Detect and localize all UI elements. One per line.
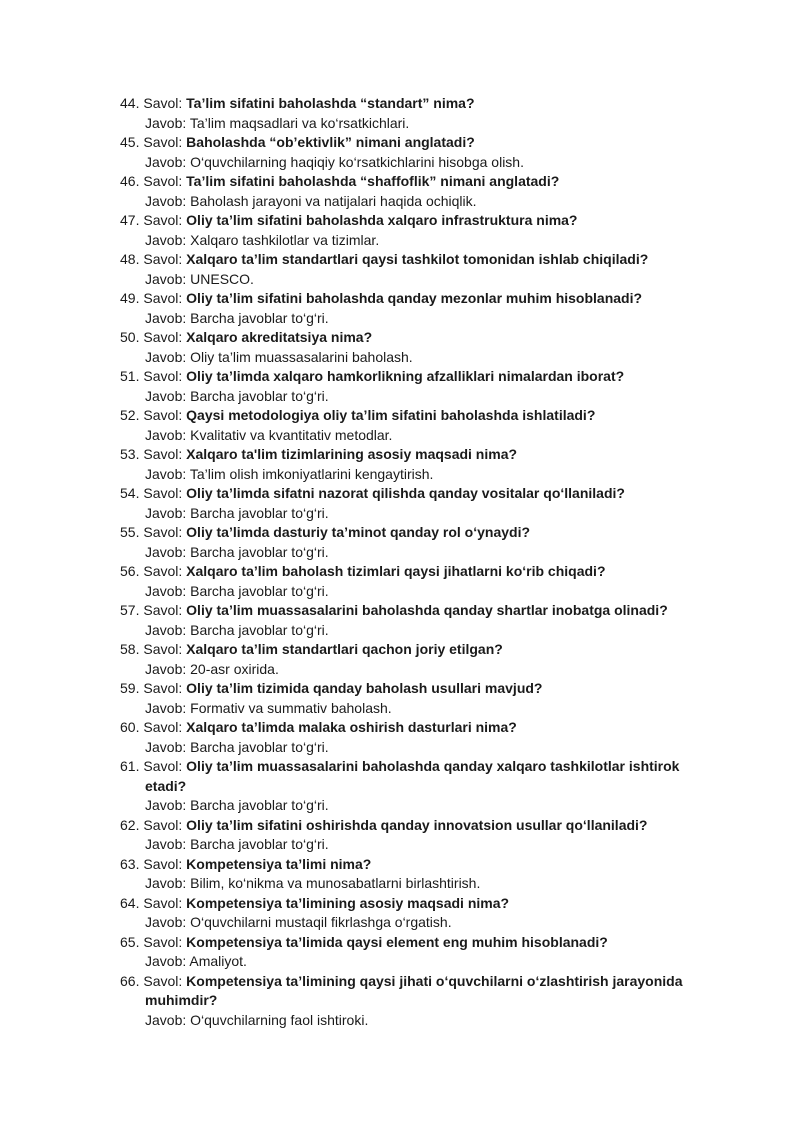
question-text: Oliy ta’lim tizimida qanday baholash usullari mavjud?	[186, 680, 543, 696]
question-number: 65.	[120, 933, 140, 950]
answer-line	[120, 543, 720, 563]
question-prefix: Savol:	[143, 680, 187, 696]
answer-line	[120, 231, 720, 251]
qa-item	[120, 445, 720, 484]
answer-prefix: Javob:	[145, 192, 191, 209]
answer-line	[120, 952, 720, 972]
question-text: Oliy ta’lim sifatini baholashda xalqaro infrastruktura nima?	[186, 212, 578, 228]
qa-item	[120, 933, 720, 972]
answer-prefix: Javob:	[145, 426, 191, 443]
question-text: Xalqaro ta’limda malaka oshirish dasturlari nima?	[186, 719, 517, 735]
question-text: Xalqaro ta’lim baholash tizimlari qaysi jihatlarni ko‘rib chiqadi?	[186, 563, 606, 579]
question-line	[120, 367, 720, 387]
answer-text: Kvalitativ va kvantitativ metodlar.	[190, 426, 393, 443]
question-prefix: Savol:	[143, 134, 187, 150]
question-line	[120, 328, 720, 348]
question-text: Kompetensiya ta’limining asosiy maqsadi nima?	[186, 894, 510, 911]
question-number: 55.	[120, 524, 140, 540]
qa-item	[120, 718, 720, 757]
question-number: 47.	[120, 212, 140, 228]
question-prefix: Savol:	[143, 95, 187, 111]
answer-prefix: Javob:	[145, 387, 191, 404]
answer-line	[120, 582, 720, 602]
question-line	[120, 406, 720, 426]
question-text: Ta’lim sifatini baholashda “shaffoflik” nimani anglatadi?	[186, 173, 560, 189]
answer-prefix: Javob:	[145, 153, 191, 170]
qa-item	[120, 172, 720, 211]
question-line	[120, 718, 720, 738]
question-prefix: Savol:	[143, 602, 187, 618]
question-line	[120, 894, 720, 914]
question-prefix: Savol:	[143, 368, 187, 384]
question-line	[120, 445, 720, 465]
answer-text: UNESCO.	[190, 270, 254, 287]
question-text: Baholashda “ob’ektivlik” nimani anglatadi?	[186, 134, 475, 150]
qa-item	[120, 855, 720, 894]
answer-text: Xalqaro tashkilotlar va tizimlar.	[190, 231, 380, 248]
question-number: 62.	[120, 816, 140, 833]
answer-text: Barcha javoblar to‘g‘ri.	[190, 582, 329, 599]
answer-text: O‘quvchilarning faol ishtiroki.	[190, 1011, 369, 1028]
question-text: Oliy ta’lim muassasalarini baholashda qanday shartlar inobatga olinadi?	[186, 602, 668, 618]
answer-text: Barcha javoblar to‘g‘ri.	[190, 621, 329, 638]
question-number: 54.	[120, 485, 140, 501]
answer-text: Barcha javoblar to‘g‘ri.	[190, 387, 329, 404]
qa-item	[120, 484, 720, 523]
qa-item	[120, 757, 720, 816]
question-number: 64.	[120, 894, 140, 911]
question-line	[120, 250, 720, 270]
question-number: 51.	[120, 368, 140, 384]
answer-prefix: Javob:	[145, 797, 191, 813]
qa-item	[120, 133, 720, 172]
qa-list	[120, 94, 720, 1030]
question-prefix: Savol:	[143, 816, 187, 833]
answer-text: Barcha javoblar to‘g‘ri.	[190, 738, 329, 755]
answer-line	[120, 114, 720, 134]
question-prefix: Savol:	[143, 485, 187, 501]
answer-prefix: Javob:	[145, 348, 191, 365]
question-number: 50.	[120, 329, 140, 345]
answer-text: Barcha javoblar to‘g‘ri.	[190, 543, 329, 560]
question-text: Xalqaro ta'lim tizimlarining asosiy maqsadi nima?	[186, 446, 518, 462]
question-prefix: Savol:	[143, 641, 187, 657]
question-line	[120, 640, 720, 660]
question-text: Xalqaro akreditatsiya nima?	[186, 329, 373, 345]
qa-item	[120, 640, 720, 679]
question-number: 46.	[120, 173, 140, 189]
question-text: Oliy ta’limda dasturiy ta’minot qanday rol o‘ynaydi?	[186, 524, 531, 540]
qa-item	[120, 211, 720, 250]
question-line	[120, 484, 720, 504]
question-prefix: Savol:	[143, 894, 187, 911]
qa-item	[120, 601, 720, 640]
question-text: Oliy ta’limda sifatni nazorat qilishda qanday vositalar qo‘llaniladi?	[186, 485, 625, 501]
answer-line	[120, 504, 720, 524]
answer-prefix: Javob:	[145, 836, 191, 852]
answer-text: Baholash jarayoni va natijalari haqida ochiqlik.	[190, 192, 477, 209]
answer-line	[120, 387, 720, 407]
qa-item	[120, 972, 720, 1031]
answer-text: O‘quvchilarni mustaqil fikrlashga o‘rgatish.	[190, 914, 452, 930]
question-line	[120, 816, 720, 836]
answer-line	[120, 1011, 720, 1031]
answer-prefix: Javob:	[145, 953, 190, 969]
question-number: 45.	[120, 134, 140, 150]
qa-item	[120, 94, 720, 133]
question-number: 52.	[120, 407, 140, 423]
question-prefix: Savol:	[143, 329, 187, 345]
answer-text: Oliy ta’lim muassasalarini baholash.	[190, 348, 413, 365]
answer-line	[120, 913, 720, 933]
question-prefix: Savol:	[143, 173, 187, 189]
answer-text: Bilim, ko‘nikma va munosabatlarni birlashtirish.	[190, 875, 481, 891]
qa-item	[120, 523, 720, 562]
qa-item	[120, 250, 720, 289]
question-prefix: Savol:	[143, 524, 187, 540]
answer-line	[120, 738, 720, 758]
question-line	[120, 172, 720, 192]
question-text: Oliy ta’lim muassasalarini baholashda qanday xalqaro tashkilotlar ishtirok etadi?	[145, 758, 680, 794]
answer-line	[120, 835, 720, 855]
question-prefix: Savol:	[143, 933, 187, 950]
question-line	[120, 855, 720, 875]
question-line	[120, 211, 720, 231]
answer-prefix: Javob:	[145, 660, 191, 677]
question-text: Oliy ta’lim sifatini oshirishda qanday innovatsion usullar qo‘llaniladi?	[186, 816, 648, 833]
question-line	[120, 133, 720, 153]
answer-prefix: Javob:	[145, 270, 191, 287]
question-number: 58.	[120, 641, 140, 657]
question-prefix: Savol:	[143, 855, 187, 872]
answer-prefix: Javob:	[145, 621, 191, 638]
answer-text: Barcha javoblar to‘g‘ri.	[190, 797, 329, 813]
question-line	[120, 289, 720, 309]
answer-prefix: Javob:	[145, 1011, 191, 1028]
answer-prefix: Javob:	[145, 504, 191, 521]
question-number: 53.	[120, 446, 140, 462]
answer-line	[120, 192, 720, 212]
question-line	[120, 972, 720, 1011]
answer-prefix: Javob:	[145, 309, 191, 326]
question-line	[120, 933, 720, 953]
qa-item	[120, 894, 720, 933]
question-line	[120, 679, 720, 699]
question-text: Xalqaro ta’lim standartlari qaysi tashkilot tomonidan ishlab chiqiladi?	[186, 251, 649, 267]
question-prefix: Savol:	[143, 290, 187, 306]
answer-line	[120, 348, 720, 368]
answer-prefix: Javob:	[145, 699, 191, 716]
question-text: Oliy ta’lim sifatini baholashda qanday mezonlar muhim hisoblanadi?	[186, 290, 643, 306]
qa-item	[120, 562, 720, 601]
question-text: Kompetensiya ta’limi nima?	[186, 855, 372, 872]
question-number: 60.	[120, 719, 140, 735]
answer-text: Barcha javoblar to‘g‘ri.	[190, 504, 329, 521]
answer-prefix: Javob:	[145, 231, 191, 248]
answer-text: Barcha javoblar to‘g‘ri.	[190, 309, 329, 326]
answer-line	[120, 270, 720, 290]
question-prefix: Savol:	[143, 758, 187, 774]
answer-prefix: Javob:	[145, 543, 191, 560]
question-line	[120, 523, 720, 543]
qa-item	[120, 367, 720, 406]
qa-item	[120, 406, 720, 445]
answer-prefix: Javob:	[145, 114, 190, 131]
question-prefix: Savol:	[143, 446, 187, 462]
question-prefix: Savol:	[143, 972, 187, 989]
question-text: Qaysi metodologiya oliy ta’lim sifatini baholashda ishlatiladi?	[186, 407, 596, 423]
answer-text: Ta’lim maqsadlari va ko‘rsatkichlari.	[189, 114, 410, 131]
answer-prefix: Javob:	[145, 738, 191, 755]
answer-text: Barcha javoblar to‘g‘ri.	[190, 836, 329, 852]
answer-line	[120, 465, 720, 485]
question-number: 48.	[120, 251, 140, 267]
answer-prefix: Javob:	[145, 875, 191, 891]
question-number: 61.	[120, 758, 140, 774]
question-text: Kompetensiya ta’limining qaysi jihati o‘quvchilarni o‘zlashtirish jarayonida muhimdir?	[145, 972, 683, 1008]
answer-line	[120, 796, 720, 816]
question-prefix: Savol:	[143, 251, 187, 267]
answer-prefix: Javob:	[145, 914, 191, 930]
question-number: 63.	[120, 855, 140, 872]
qa-item	[120, 816, 720, 855]
answer-text: O‘quvchilarning haqiqiy ko‘rsatkichlarini hisobga olish.	[190, 153, 524, 170]
question-prefix: Savol:	[143, 212, 187, 228]
answer-prefix: Javob:	[145, 582, 191, 599]
question-line	[120, 562, 720, 582]
question-number: 44.	[120, 95, 140, 111]
question-line	[120, 757, 720, 796]
question-prefix: Savol:	[143, 407, 187, 423]
question-line	[120, 601, 720, 621]
answer-line	[120, 874, 720, 894]
answer-text: Amaliyot.	[189, 953, 247, 969]
answer-text: Ta’lim olish imkoniyatlarini kengaytirish.	[189, 465, 434, 482]
question-prefix: Savol:	[143, 563, 187, 579]
question-number: 56.	[120, 563, 140, 579]
question-text: Xalqaro ta’lim standartlari qachon joriy etilgan?	[186, 641, 503, 657]
question-number: 57.	[120, 602, 140, 618]
answer-text: 20-asr oxirida.	[190, 660, 279, 677]
question-text: Ta’lim sifatini baholashda “standart” nima?	[186, 95, 475, 111]
answer-prefix: Javob:	[145, 465, 190, 482]
question-number: 59.	[120, 680, 140, 696]
answer-line	[120, 621, 720, 641]
answer-line	[120, 153, 720, 173]
question-text: Kompetensiya ta’limida qaysi element eng muhim hisoblanadi?	[186, 933, 608, 950]
answer-line	[120, 309, 720, 329]
answer-line	[120, 699, 720, 719]
question-line	[120, 94, 720, 114]
answer-line	[120, 426, 720, 446]
answer-text: Formativ va summativ baholash.	[190, 699, 392, 716]
question-number: 66.	[120, 972, 140, 989]
qa-item	[120, 289, 720, 328]
question-number: 49.	[120, 290, 140, 306]
question-prefix: Savol:	[143, 719, 187, 735]
qa-item	[120, 679, 720, 718]
question-text: Oliy ta’limda xalqaro hamkorlikning afzalliklari nimalardan iborat?	[186, 368, 625, 384]
qa-item	[120, 328, 720, 367]
answer-line	[120, 660, 720, 680]
